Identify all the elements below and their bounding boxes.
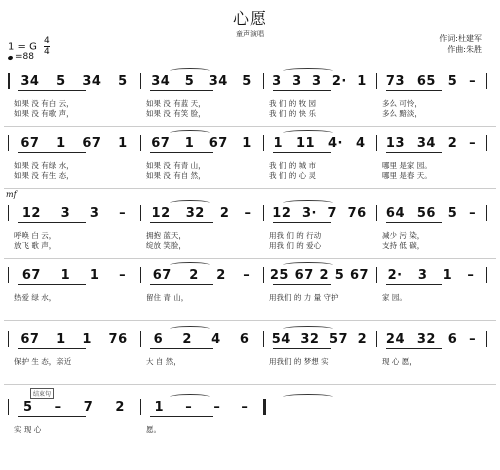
lyricist-credit: 作词:杜建军 [439,34,482,43]
beam-line [386,348,442,349]
barline [486,73,487,89]
beam-line [386,222,442,223]
barline [263,205,264,221]
barline [376,73,377,89]
slur-arc [170,130,210,136]
beam-line [18,348,86,349]
slur-arc [283,262,333,268]
score-row [0,391,500,462]
measure-notes: 34 5 34 5 [20,73,128,89]
lyric-line-2: 放飞 歌 声， [14,241,57,250]
beam-line [273,222,331,223]
barline [140,205,141,221]
slur-arc [283,326,333,332]
measure-notes: 12 32 2 – [151,205,252,221]
row-divider [4,188,496,189]
lyric-line-1: 哪里 是家 园。 [382,161,432,170]
barline [8,205,9,221]
barline [8,331,9,347]
time-signature [44,36,50,57]
measure-notes: 67 1 1 – [21,267,127,283]
slur-arc [170,262,210,268]
beam-line [150,348,213,349]
lyric-line-1: 我 们 的 牧 园 [269,99,317,108]
lyric-line-1: 减少 污 染， [382,231,425,240]
slur-arc [170,200,210,206]
slur-arc [283,394,333,400]
lyric-line-1: 用我 们 的 行动 [269,231,322,240]
measure-notes: 67 2 2 – [152,267,251,283]
lyric-line-2: 如果 没 有歌 声， [14,109,74,118]
measure-notes: 34 5 34 5 [151,73,252,89]
lyric-line-1: 保护 生 态，亲近 [14,357,72,366]
tempo-value: =88 [15,52,34,62]
lyric-line-1: 用我们 的 力 量 守护 [269,293,339,302]
row-divider [4,126,496,127]
barline [8,135,9,151]
lyric-line-1: 呼唤 白 云， [14,231,57,240]
measure-notes: 2· 3 1 – [387,267,475,283]
lyric-line-2: 如果 没 有笑 脸， [146,109,206,118]
measure-notes: 67 1 1 76 [20,331,128,347]
barline [140,135,141,151]
beam-line [150,284,213,285]
measure-notes: 1 11 4· 4 [273,135,366,151]
beam-line [273,284,331,285]
barline [376,135,377,151]
barline [263,267,264,283]
barline [486,331,487,347]
barline [140,267,141,283]
beam-line [386,284,442,285]
key-label: 1 = G [8,41,37,53]
lyric-line-1: 如果 没 有青 山， [146,161,206,170]
slur-arc [170,326,210,332]
song-subtitle: 童声演唱 [236,30,264,38]
barline [376,267,377,283]
lyric-line-1: 如果 没 有白 云， [14,99,74,108]
measure-notes: 12 3· 7 76 [272,205,367,221]
lyric-line-1: 我 们 的 城 市 [269,161,317,170]
measure-notes: 12 3 3 – [21,205,127,221]
measure-notes: 25 67 2 5 67 [269,267,370,283]
barline [486,205,487,221]
composer-credit: 作曲:朱胜 [447,45,482,54]
lyric-line-1: 大 自 然， [146,357,181,366]
barline [263,135,264,151]
beam-line [150,416,213,417]
lyric-line-2: 我 们 的 快 乐 [269,109,317,118]
measure-notes: 3 3 3 2· 1 [272,73,367,89]
beam-line [273,152,331,153]
lyric-line-1: 如果 没 有蓝 天， [146,99,206,108]
measure-notes: 6 2 4 6 [153,331,250,347]
lyric-line-1: 现 心 愿， [382,357,417,366]
barline [376,331,377,347]
slur-arc [283,130,333,136]
barline [140,399,141,415]
beam-line [18,284,86,285]
beam-line [150,222,213,223]
slur-arc [283,68,333,74]
beam-line [18,152,86,153]
barline [8,399,9,415]
beam-line [386,152,442,153]
time-top: 4 [44,36,50,46]
measure-notes: 24 32 6 – [385,331,477,347]
quarter-note-icon [7,55,13,60]
coda-label: 结束句 [30,388,54,399]
time-bottom: 4 [44,47,50,57]
lyric-line-1: 实 现 心 [14,425,42,434]
row-divider [4,320,496,321]
row-divider [4,258,496,259]
measure-notes: 73 65 5 – [385,73,477,89]
measure-notes: 64 56 5 – [385,205,477,221]
barline [8,73,10,89]
lyric-line-2: 用我 们 的 爱心 [269,241,322,250]
song-title: 心愿 [232,9,267,28]
beam-line [150,152,213,153]
slur-arc [170,68,210,74]
barline [8,267,9,283]
lyric-line-2: 多么 黯淡， [382,109,422,118]
measure-notes: 67 1 67 1 [151,135,252,151]
lyric-line-2: 我 们 的 心 灵 [269,171,317,180]
beam-line [386,90,442,91]
row-divider [4,384,496,385]
lyric-line-1: 如果 没 有绿 水， [14,161,74,170]
barline [486,267,487,283]
lyric-line-1: 家 园。 [382,293,407,302]
lyric-line-1: 热爱 绿 水， [14,293,57,302]
lyric-line-1: 愿。 [146,425,161,434]
beam-line [150,90,213,91]
barline [376,205,377,221]
lyric-line-2: 支持 低 碳， [382,241,425,250]
barline [486,135,487,151]
measure-notes: 13 34 2 – [385,135,477,151]
beam-line [273,348,331,349]
lyric-line-2: 如果 没 有自 然， [146,171,206,180]
beam-line [18,222,86,223]
barline [263,399,266,415]
measure-notes: 54 32 57 2 [271,331,368,347]
tempo-marking [8,52,34,62]
measure-notes: 1 – – – [154,399,249,415]
lyric-line-2: 绽放 笑脸， [146,241,186,250]
beam-line [273,90,331,91]
measure-notes: 67 1 67 1 [20,135,128,151]
barline [140,73,141,89]
lyric-line-1: 多么 可怜， [382,99,422,108]
barline [140,331,141,347]
lyric-line-1: 拥抱 蓝天， [146,231,186,240]
beam-line [18,90,86,91]
slur-arc [170,394,210,400]
dynamic-mark: mf [6,190,17,199]
lyric-line-1: 留住 青 山， [146,293,189,302]
lyric-line-2: 如果 没 有生 态， [14,171,74,180]
slur-arc [283,200,333,206]
beam-line [18,416,86,417]
barline [263,73,264,89]
lyric-line-1: 用我们 的 梦想 实 [269,357,329,366]
lyric-line-2: 哪里 是春 天。 [382,171,432,180]
measure-notes: 5 – 7 2 [23,399,125,415]
barline [263,331,264,347]
